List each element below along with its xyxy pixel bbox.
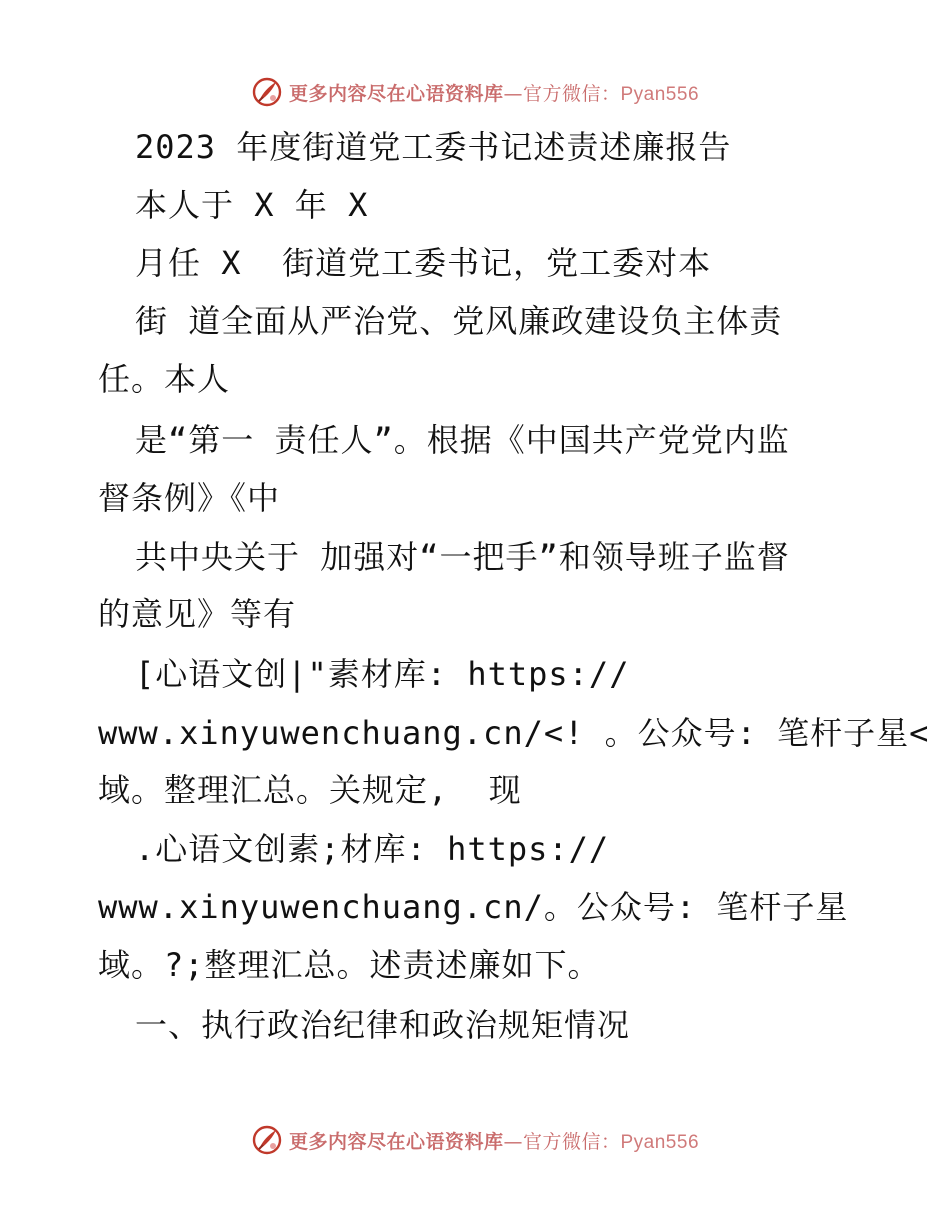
watermark-label: 官方微信： (522, 82, 621, 105)
paragraph-line: 是“第一 责任人”。根据《中国共产党党内监 (135, 421, 790, 459)
quill-logo-icon (251, 1124, 283, 1156)
paragraph-line: 任。本人 (98, 360, 231, 398)
paragraph-line: [心语文创|"素材库: https:// (135, 655, 630, 693)
paragraph-line: 街 道全面从严治党、党风廉政建设负主体责 (135, 302, 783, 340)
section-heading: 一、执行政治纪律和政治规矩情况 (135, 1006, 631, 1044)
paragraph-line: 域。整理汇总。关规定, 现 (98, 771, 522, 809)
paragraph-line: 本人于 X 年 X (135, 186, 369, 224)
paragraph-line: 共中央关于 加强对“一把手”和领导班子监督 (135, 538, 790, 576)
document-title: 2023 年度街道党工委书记述责述廉报告 (135, 128, 732, 166)
quill-logo-icon (251, 76, 283, 108)
watermark-dash: — (503, 82, 523, 105)
footer-watermark (0, 1120, 950, 1160)
watermark-dash: — (503, 1130, 523, 1153)
paragraph-line: 域。?;整理汇总。述责述廉如下。 (98, 946, 601, 984)
paragraph-line: 的意见》等有 (98, 595, 297, 633)
paragraph-line: 督条例》《中 (98, 479, 281, 517)
paragraph-line: 月任 X 街道党工委书记，党工委对本 (135, 244, 712, 282)
header-watermark (0, 72, 950, 112)
watermark-wechat-id: Pyan556 (620, 83, 700, 105)
watermark-wechat-id: Pyan556 (620, 1131, 700, 1153)
paragraph-line: .心语文创素;材库: https:// (135, 830, 610, 868)
paragraph-line: www.xinyuwenchuang.cn/<! 。公众号: 笔杆子星< (98, 714, 930, 752)
watermark-main-text: 更多内容尽在心语资料库 (288, 1130, 504, 1153)
watermark-main-text: 更多内容尽在心语资料库 (288, 82, 504, 105)
watermark-label: 官方微信： (522, 1130, 621, 1153)
paragraph-line: www.xinyuwenchuang.cn/。公众号: 笔杆子星 (98, 888, 849, 926)
